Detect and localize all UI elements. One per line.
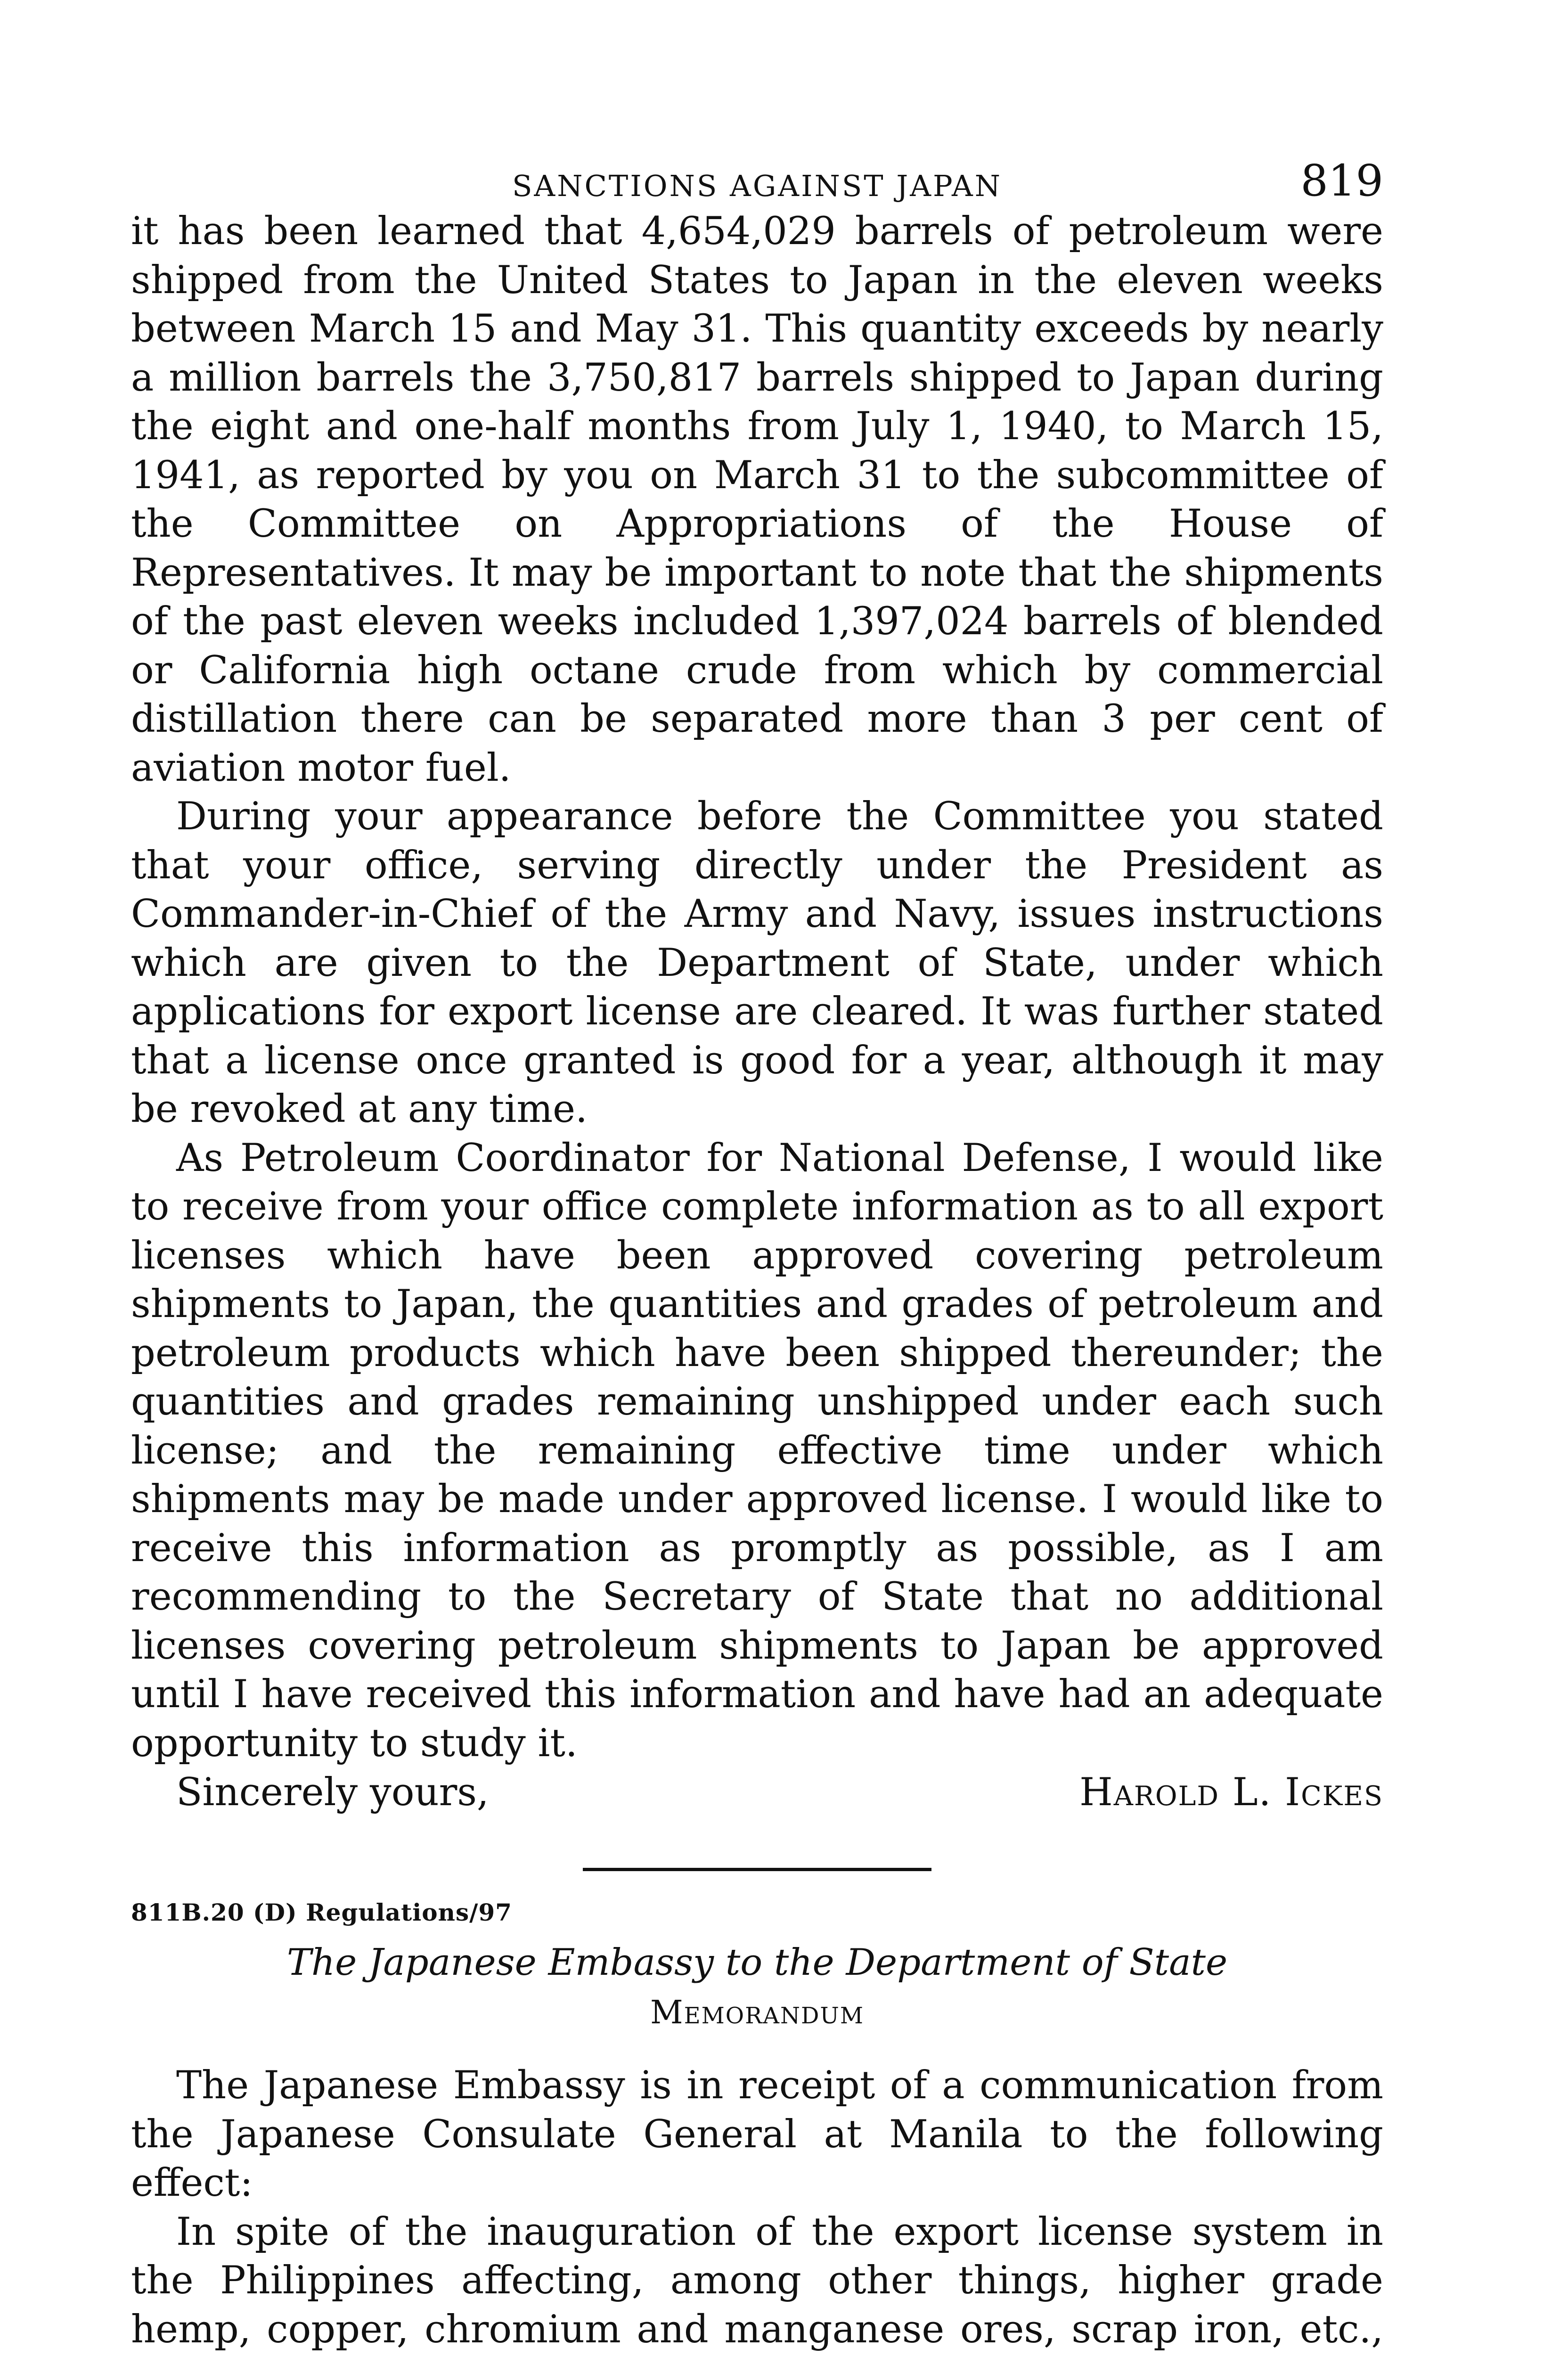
- document-subtitle: Memorandum: [650, 1994, 865, 2031]
- closing-row: [131, 1768, 1383, 1817]
- running-title: SANCTIONS AGAINST JAPAN: [512, 169, 1003, 203]
- section-divider: [583, 1868, 931, 1871]
- document-title: The Japanese Embassy to the Department of State: [286, 1941, 1228, 1984]
- letter-paragraph-3: As Petroleum Coordinator for National Defense, I would like to receive from your office complete information as to all export licenses which have been approved covering petroleum shipments to Japan, the quantities and grades of petroleum and petroleum products which have been shipped thereunder; the quantities and grades remaining unshipped under each such license; and the remaining effective time under which shipments may be made under approved license. I would like to receive this information as promptly as possible, as I am recommending to the Secretary of State that no additional licenses covering petroleum shipments to Japan be approved until I have received this information and have had an adequate opportunity to study it.: [131, 1136, 1383, 1766]
- file-reference: 811B.20 (D) Regulations/97: [131, 1898, 512, 1926]
- running-head: [131, 155, 1383, 207]
- letter-paragraph-1: it has been learned that 4,654,029 barrels of petroleum were shipped from the United States to Japan in the eleven weeks between March 15 and May 31. This quantity exceeds by nearly a million barrels the 3,750,817 barrels shipped to Japan during the eight and one-half months from July 1, 1940, to March 15, 1941, as reported by you on March 31 to the subcommittee of the Committee on Appropriations of the House of Representatives. It may be important to note that the shipments of the past eleven weeks included 1,397,024 barrels of blended or California high octane crude from which by commercial distillation there can be separated more than 3 per cent of aviation motor fuel.: [131, 209, 1383, 790]
- letter-signature: Harold L. Ickes: [1079, 1770, 1383, 1815]
- memo-paragraph-1: The Japanese Embassy is in receipt of a communication from the Japanese Consulate General at Manila to the following effect:: [131, 2063, 1383, 2205]
- letter-paragraph-2: During your appearance before the Committee you stated that your office, serving directly under the President as Commander-in-Chief of the Army and Navy, issues instructions which are given to the Department of State, under which applications for export license are cleared. It was further stated that a license once granted is good for a year, although it may be revoked at any time.: [131, 794, 1383, 1131]
- document-page: [131, 155, 1383, 2356]
- memo-paragraph-2: In spite of the inauguration of the export license system in the Philippines affecting, among other things, higher grade hemp, copper, chromium and manganese ores, scrap iron, etc.,: [131, 2209, 1383, 2352]
- page-number: 819: [1300, 155, 1383, 206]
- letter-closing: Sincerely yours,: [176, 1770, 489, 1815]
